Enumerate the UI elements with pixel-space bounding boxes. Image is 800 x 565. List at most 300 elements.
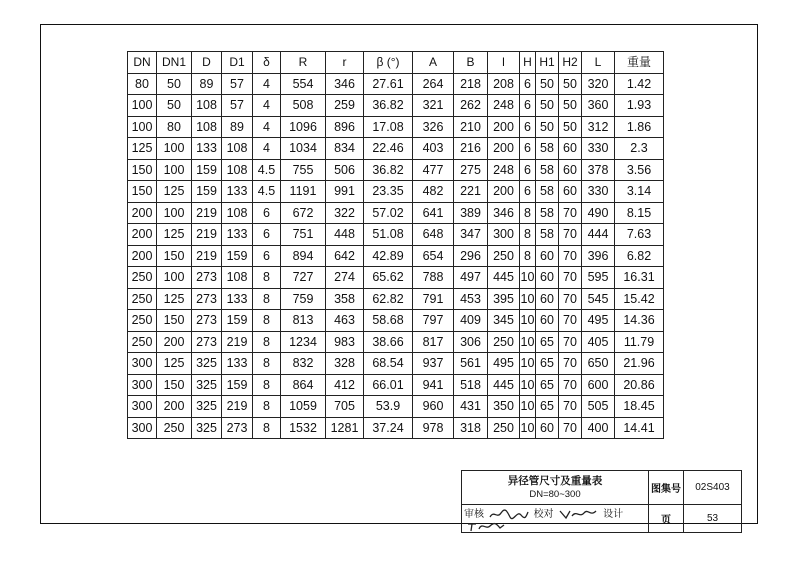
table-row <box>128 374 664 396</box>
table-cell: 218 <box>454 73 488 95</box>
table-cell: 6 <box>253 245 281 267</box>
table-cell: 65 <box>536 374 559 396</box>
table-cell: 100 <box>157 267 192 289</box>
table-cell: 6 <box>520 95 536 117</box>
table-cell: 431 <box>454 396 488 418</box>
table-row <box>128 245 664 267</box>
table-cell: 125 <box>128 138 157 160</box>
table-cell: 108 <box>222 267 253 289</box>
table-cell: 133 <box>222 181 253 203</box>
table-cell: 8 <box>253 267 281 289</box>
table-cell: 150 <box>128 181 157 203</box>
table-cell: 832 <box>281 353 326 375</box>
table-cell: 8 <box>520 202 536 224</box>
table-cell: 80 <box>157 116 192 138</box>
table-row <box>128 331 664 353</box>
table-cell: 50 <box>559 95 582 117</box>
table-cell: 412 <box>326 374 364 396</box>
table-cell: 89 <box>192 73 222 95</box>
table-cell: 60 <box>536 310 559 332</box>
table-cell: 200 <box>128 202 157 224</box>
table-cell: 1.93 <box>615 95 664 117</box>
table-cell: 50 <box>157 73 192 95</box>
column-header: H1 <box>536 52 559 74</box>
table-cell: 1191 <box>281 181 326 203</box>
column-header: D1 <box>222 52 253 74</box>
table-cell: 250 <box>128 288 157 310</box>
table-cell: 133 <box>222 288 253 310</box>
column-header: 重量 <box>615 52 664 74</box>
table-cell: 70 <box>559 310 582 332</box>
column-header: DN1 <box>157 52 192 74</box>
table-cell: 759 <box>281 288 326 310</box>
table-cell: 445 <box>488 267 520 289</box>
table-cell: 259 <box>326 95 364 117</box>
table-row <box>128 138 664 160</box>
table-row <box>128 224 664 246</box>
table-cell: 896 <box>326 116 364 138</box>
table-cell: 70 <box>559 288 582 310</box>
table-body <box>128 73 664 439</box>
table-cell: 448 <box>326 224 364 246</box>
table-cell: 62.82 <box>364 288 413 310</box>
table-cell: 60 <box>559 181 582 203</box>
column-header: l <box>488 52 520 74</box>
table-cell: 70 <box>559 331 582 353</box>
table-cell: 150 <box>157 245 192 267</box>
table-cell: 296 <box>454 245 488 267</box>
table-cell: 16.31 <box>615 267 664 289</box>
table-cell: 66.01 <box>364 374 413 396</box>
table-cell: 264 <box>413 73 454 95</box>
table-cell: 325 <box>192 396 222 418</box>
table-cell: 273 <box>192 267 222 289</box>
table-cell: 273 <box>222 417 253 439</box>
table-cell: 727 <box>281 267 326 289</box>
column-header: DN <box>128 52 157 74</box>
table-cell: 395 <box>488 288 520 310</box>
table-cell: 57 <box>222 95 253 117</box>
table-cell: 15.42 <box>615 288 664 310</box>
table-cell: 1532 <box>281 417 326 439</box>
table-cell: 216 <box>454 138 488 160</box>
table-cell: 20.86 <box>615 374 664 396</box>
table-cell: 262 <box>454 95 488 117</box>
table-cell: 330 <box>582 138 615 160</box>
table-cell: 378 <box>582 159 615 181</box>
table-row <box>128 202 664 224</box>
table-cell: 50 <box>157 95 192 117</box>
table-cell: 219 <box>222 396 253 418</box>
table-cell: 70 <box>559 224 582 246</box>
table-cell: 60 <box>536 267 559 289</box>
review-label: 审核 <box>464 509 484 520</box>
table-cell: 159 <box>192 159 222 181</box>
table-cell: 10 <box>520 310 536 332</box>
table-cell: 70 <box>559 267 582 289</box>
page-label: 页 <box>649 505 684 533</box>
title-cell <box>462 471 649 505</box>
table-cell: 273 <box>192 331 222 353</box>
table-cell: 347 <box>454 224 488 246</box>
table-cell: 248 <box>488 95 520 117</box>
table-cell: 250 <box>128 331 157 353</box>
table-cell: 6 <box>253 202 281 224</box>
table-cell: 490 <box>582 202 615 224</box>
table-cell: 250 <box>157 417 192 439</box>
table-cell: 791 <box>413 288 454 310</box>
table-cell: 545 <box>582 288 615 310</box>
table-cell: 100 <box>157 159 192 181</box>
table-cell: 58 <box>536 181 559 203</box>
column-header: R <box>281 52 326 74</box>
table-cell: 497 <box>454 267 488 289</box>
table-cell: 797 <box>413 310 454 332</box>
table-cell: 50 <box>559 73 582 95</box>
table-cell: 60 <box>559 138 582 160</box>
table-cell: 250 <box>128 267 157 289</box>
table-cell: 325 <box>192 417 222 439</box>
column-header: r <box>326 52 364 74</box>
table-cell: 518 <box>454 374 488 396</box>
table-cell: 60 <box>536 417 559 439</box>
table-cell: 312 <box>582 116 615 138</box>
table-cell: 70 <box>559 374 582 396</box>
table-cell: 250 <box>488 245 520 267</box>
table-cell: 250 <box>128 310 157 332</box>
table-cell: 159 <box>222 310 253 332</box>
table-cell: 1234 <box>281 331 326 353</box>
table-cell: 150 <box>157 310 192 332</box>
table-cell: 68.54 <box>364 353 413 375</box>
table-cell: 482 <box>413 181 454 203</box>
table-cell: 705 <box>326 396 364 418</box>
table-cell: 70 <box>559 396 582 418</box>
table-cell: 453 <box>454 288 488 310</box>
table-cell: 4.5 <box>253 159 281 181</box>
table-cell: 561 <box>454 353 488 375</box>
table-cell: 159 <box>222 374 253 396</box>
table-cell: 250 <box>488 331 520 353</box>
table-cell: 60 <box>536 288 559 310</box>
table-cell: 320 <box>582 73 615 95</box>
table-cell: 65 <box>536 331 559 353</box>
table-cell: 8 <box>253 396 281 418</box>
table-cell: 10 <box>520 353 536 375</box>
table-cell: 6 <box>520 116 536 138</box>
table-cell: 4 <box>253 95 281 117</box>
table-cell: 322 <box>326 202 364 224</box>
table-cell: 595 <box>582 267 615 289</box>
table-cell: 360 <box>582 95 615 117</box>
table-cell: 6 <box>520 181 536 203</box>
table-cell: 273 <box>192 310 222 332</box>
table-cell: 6 <box>520 73 536 95</box>
table-cell: 100 <box>157 202 192 224</box>
table-cell: 326 <box>413 116 454 138</box>
table-cell: 65.62 <box>364 267 413 289</box>
table-cell: 200 <box>157 331 192 353</box>
table-cell: 58 <box>536 138 559 160</box>
table-cell: 508 <box>281 95 326 117</box>
table-cell: 3.56 <box>615 159 664 181</box>
reviewer-signature <box>489 508 529 520</box>
table-cell: 17.08 <box>364 116 413 138</box>
table-cell: 60 <box>559 159 582 181</box>
table-cell: 346 <box>488 202 520 224</box>
table-cell: 983 <box>326 331 364 353</box>
table-cell: 6 <box>253 224 281 246</box>
table-cell: 1034 <box>281 138 326 160</box>
table-row <box>128 181 664 203</box>
signature-row <box>462 505 649 533</box>
table-cell: 159 <box>222 245 253 267</box>
table-cell: 396 <box>582 245 615 267</box>
table-cell: 10 <box>520 396 536 418</box>
table-cell: 50 <box>536 116 559 138</box>
table-cell: 23.35 <box>364 181 413 203</box>
table-row <box>128 288 664 310</box>
table-cell: 125 <box>157 353 192 375</box>
table-cell: 11.79 <box>615 331 664 353</box>
table-cell: 100 <box>128 95 157 117</box>
table-cell: 864 <box>281 374 326 396</box>
table-cell: 8 <box>253 310 281 332</box>
table-cell: 108 <box>192 95 222 117</box>
table-cell: 751 <box>281 224 326 246</box>
table-cell: 300 <box>128 417 157 439</box>
table-cell: 7.63 <box>615 224 664 246</box>
table-cell: 36.82 <box>364 95 413 117</box>
table-cell: 894 <box>281 245 326 267</box>
table-cell: 345 <box>488 310 520 332</box>
table-header-row <box>128 52 664 74</box>
table-cell: 8 <box>253 353 281 375</box>
table-cell: 133 <box>192 138 222 160</box>
table-row <box>128 116 664 138</box>
table-cell: 58 <box>536 159 559 181</box>
table-cell: 10 <box>520 288 536 310</box>
table-cell: 50 <box>536 73 559 95</box>
table-cell: 8 <box>253 417 281 439</box>
table-cell: 350 <box>488 396 520 418</box>
table-cell: 10 <box>520 331 536 353</box>
table-cell: 325 <box>192 374 222 396</box>
table-cell: 405 <box>582 331 615 353</box>
table-cell: 8 <box>253 288 281 310</box>
table-cell: 937 <box>413 353 454 375</box>
column-header: A <box>413 52 454 74</box>
table-cell: 389 <box>454 202 488 224</box>
table-cell: 219 <box>192 224 222 246</box>
table-cell: 38.66 <box>364 331 413 353</box>
table-cell: 318 <box>454 417 488 439</box>
check-label: 校对 <box>533 509 554 520</box>
table-cell: 788 <box>413 267 454 289</box>
table-cell: 125 <box>157 181 192 203</box>
table-cell: 273 <box>192 288 222 310</box>
table-cell: 8.15 <box>615 202 664 224</box>
table-cell: 321 <box>413 95 454 117</box>
table-cell: 58 <box>536 202 559 224</box>
table-cell: 58.68 <box>364 310 413 332</box>
table-cell: 1059 <box>281 396 326 418</box>
table-cell: 50 <box>559 116 582 138</box>
table-cell: 58 <box>536 224 559 246</box>
table-cell: 325 <box>192 353 222 375</box>
table-cell: 834 <box>326 138 364 160</box>
table-cell: 978 <box>413 417 454 439</box>
table-cell: 100 <box>128 116 157 138</box>
table-cell: 21.96 <box>615 353 664 375</box>
table-cell: 22.46 <box>364 138 413 160</box>
table-cell: 150 <box>128 159 157 181</box>
table-cell: 89 <box>222 116 253 138</box>
table-cell: 219 <box>192 202 222 224</box>
table-cell: 403 <box>413 138 454 160</box>
table-cell: 495 <box>582 310 615 332</box>
table-cell: 50 <box>536 95 559 117</box>
table-cell: 346 <box>326 73 364 95</box>
table-cell: 505 <box>582 396 615 418</box>
table-cell: 274 <box>326 267 364 289</box>
table-cell: 444 <box>582 224 615 246</box>
table-cell: 641 <box>413 202 454 224</box>
table-cell: 6 <box>520 138 536 160</box>
table-cell: 108 <box>222 202 253 224</box>
table-cell: 477 <box>413 159 454 181</box>
table-row <box>128 267 664 289</box>
table-cell: 400 <box>582 417 615 439</box>
table-cell: 51.08 <box>364 224 413 246</box>
atlas-number: 02S403 <box>684 471 742 505</box>
table-cell: 70 <box>559 202 582 224</box>
table-cell: 159 <box>192 181 222 203</box>
table-cell: 208 <box>488 73 520 95</box>
drawing-title: 异径管尺寸及重量表 <box>507 474 603 487</box>
title-block <box>461 470 742 533</box>
table-cell: 10 <box>520 374 536 396</box>
table-cell: 100 <box>157 138 192 160</box>
table-cell: 200 <box>488 138 520 160</box>
table-cell: 219 <box>222 331 253 353</box>
column-header: δ <box>253 52 281 74</box>
table-cell: 300 <box>128 353 157 375</box>
table-cell: 648 <box>413 224 454 246</box>
table-cell: 6 <box>520 159 536 181</box>
table-cell: 8 <box>253 374 281 396</box>
table-cell: 210 <box>454 116 488 138</box>
table-cell: 8 <box>520 245 536 267</box>
table-row <box>128 353 664 375</box>
table-cell: 463 <box>326 310 364 332</box>
column-header: B <box>454 52 488 74</box>
table-cell: 445 <box>488 374 520 396</box>
table-cell: 57 <box>222 73 253 95</box>
table-cell: 60 <box>536 245 559 267</box>
table-cell: 133 <box>222 224 253 246</box>
table-cell: 358 <box>326 288 364 310</box>
table-cell: 70 <box>559 353 582 375</box>
table-cell: 125 <box>157 224 192 246</box>
column-header: H <box>520 52 536 74</box>
table-cell: 42.89 <box>364 245 413 267</box>
table-cell: 672 <box>281 202 326 224</box>
table-cell: 219 <box>192 245 222 267</box>
table-cell: 10 <box>520 267 536 289</box>
table-cell: 4 <box>253 116 281 138</box>
table-cell: 150 <box>157 374 192 396</box>
table-cell: 108 <box>222 138 253 160</box>
atlas-label: 图集号 <box>649 471 684 505</box>
table-cell: 37.24 <box>364 417 413 439</box>
table-cell: 495 <box>488 353 520 375</box>
column-header: D <box>192 52 222 74</box>
table-cell: 200 <box>128 245 157 267</box>
table-cell: 53.9 <box>364 396 413 418</box>
table-cell: 755 <box>281 159 326 181</box>
table-row <box>128 95 664 117</box>
table-cell: 200 <box>488 181 520 203</box>
table-cell: 306 <box>454 331 488 353</box>
table-cell: 1.42 <box>615 73 664 95</box>
table-cell: 409 <box>454 310 488 332</box>
table-cell: 108 <box>192 116 222 138</box>
table-cell: 27.61 <box>364 73 413 95</box>
table-cell: 642 <box>326 245 364 267</box>
table-cell: 133 <box>222 353 253 375</box>
table-cell: 8 <box>520 224 536 246</box>
table-cell: 4 <box>253 73 281 95</box>
page-number: 53 <box>684 505 742 533</box>
table-cell: 506 <box>326 159 364 181</box>
checker-signature <box>558 508 598 520</box>
table-cell: 221 <box>454 181 488 203</box>
table-cell: 654 <box>413 245 454 267</box>
table-cell: 1096 <box>281 116 326 138</box>
table-cell: 600 <box>582 374 615 396</box>
table-cell: 300 <box>128 396 157 418</box>
table-cell: 330 <box>582 181 615 203</box>
table-cell: 65 <box>536 396 559 418</box>
table-cell: 14.41 <box>615 417 664 439</box>
design-label: 设计 <box>603 509 624 520</box>
table-cell: 960 <box>413 396 454 418</box>
table-cell: 650 <box>582 353 615 375</box>
table-cell: 8 <box>253 331 281 353</box>
table-cell: 57.02 <box>364 202 413 224</box>
table-cell: 18.45 <box>615 396 664 418</box>
table-cell: 65 <box>536 353 559 375</box>
table-cell: 250 <box>488 417 520 439</box>
table-cell: 817 <box>413 331 454 353</box>
table-cell: 200 <box>128 224 157 246</box>
table-cell: 125 <box>157 288 192 310</box>
designer-signature <box>466 520 506 532</box>
table-cell: 3.14 <box>615 181 664 203</box>
table-cell: 14.36 <box>615 310 664 332</box>
table-cell: 300 <box>488 224 520 246</box>
table-cell: 70 <box>559 417 582 439</box>
column-header: H2 <box>559 52 582 74</box>
table-cell: 1281 <box>326 417 364 439</box>
table-cell: 200 <box>488 116 520 138</box>
table-cell: 36.82 <box>364 159 413 181</box>
table-cell: 4 <box>253 138 281 160</box>
table-cell: 275 <box>454 159 488 181</box>
column-header: L <box>582 52 615 74</box>
table-cell: 554 <box>281 73 326 95</box>
